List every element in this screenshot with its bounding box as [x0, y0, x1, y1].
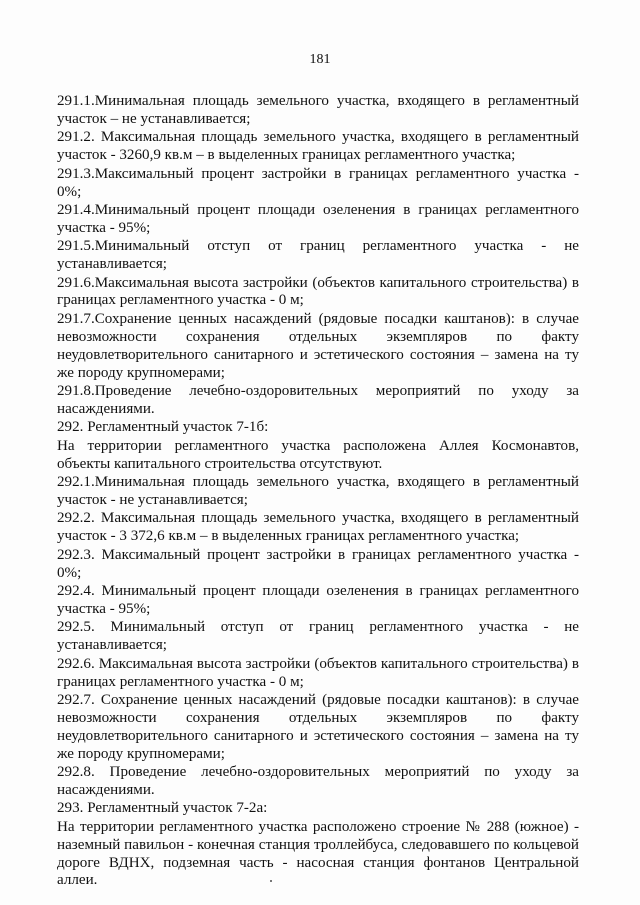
section-heading-293: 293. Регламентный участок 7-2а: [57, 800, 268, 817]
paragraph-291-4: 291.4.Минимальный процент площади озеленения в границах регламентного участка - 95%; [57, 201, 579, 236]
page-number: 181 [309, 52, 331, 67]
paragraph-291-1: 291.1.Минимальная площадь земельного участка, входящего в регламентный участок – не устанавливается; [57, 93, 579, 127]
section-heading-292: 292. Регламентный участок 7-1б: [57, 419, 269, 436]
paragraph-291-6: 291.6.Максимальная высота застройки (объектов капитального строительства) в границах регламентного участка - 0 м; [57, 274, 579, 309]
paragraph-292-4: 292.4. Минимальный процент площади озеленения в границах регламентного участка - 95%; [57, 582, 579, 617]
paragraph-291-7: 291.7.Сохранение ценных насаждений (рядовые посадки каштанов): в случае невозможности сохранения отдельных экземпляров по факту неудовлетворительного санитарного и эстетического состояния – замена на ту же породу крупномерами; [57, 310, 579, 381]
paragraph-293-intro: На территории регламентного участка расположено строение № 288 (южное) - наземный павильон - конечная станция троллейбуса, следовавшего по кольцевой дороге ВДНХ, подземная часть - насосная станция фонтанов Центральной аллеи. [57, 818, 579, 889]
paragraph-292-5: 292.5. Минимальный отступ от границ регламентного участка - не устанавливается; [57, 619, 579, 654]
paragraph-291-2: 291.2. Максимальная площадь земельного участка, входящего в регламентный участок - 3260,9 кв.м – в выделенных границах регламентного участка; [57, 129, 579, 164]
paragraph-292-8: 292.8. Проведение лечебно-оздоровительных мероприятий по уходу за насаждениями. [57, 764, 579, 798]
paragraph-291-5: 291.5.Минимальный отступ от границ регламентного участка - не устанавливается; [57, 238, 579, 273]
paragraph-292-6: 292.6. Максимальная высота застройки (объектов капитального строительства) в границах регламентного участка - 0 м; [57, 655, 579, 690]
paragraph-291-8: 291.8.Проведение лечебно-оздоровительных мероприятий по уходу за насаждениями. [57, 383, 579, 417]
paragraph-292-intro: На территории регламентного участка расположена Аллея Космонавтов, объекты капитального строительства отсутствуют. [57, 437, 579, 472]
paragraph-292-3: 292.3. Максимальный процент застройки в границах регламентного участка - 0%; [57, 546, 579, 581]
paragraph-292-2: 292.2. Максимальная площадь земельного участка, входящего в регламентный участок - 3 372,6 кв.м – в выделенных границах регламентного участка; [57, 510, 579, 545]
paragraph-291-3: 291.3.Максимальный процент застройки в границах регламентного участка - 0%; [57, 165, 579, 200]
paragraph-292-1: 292.1.Минимальная площадь земельного участка, входящего в регламентный участок - не устанавливается; [57, 474, 579, 508]
document-body [57, 93, 579, 891]
scan-speck [270, 880, 272, 882]
paragraph-292-7: 292.7. Сохранение ценных насаждений (рядовые посадки каштанов): в случае невозможности сохранения отдельных экземпляров по факту неудовлетворительного санитарного и эстетического состояния – замена на ту же породу крупномерами; [57, 691, 579, 762]
